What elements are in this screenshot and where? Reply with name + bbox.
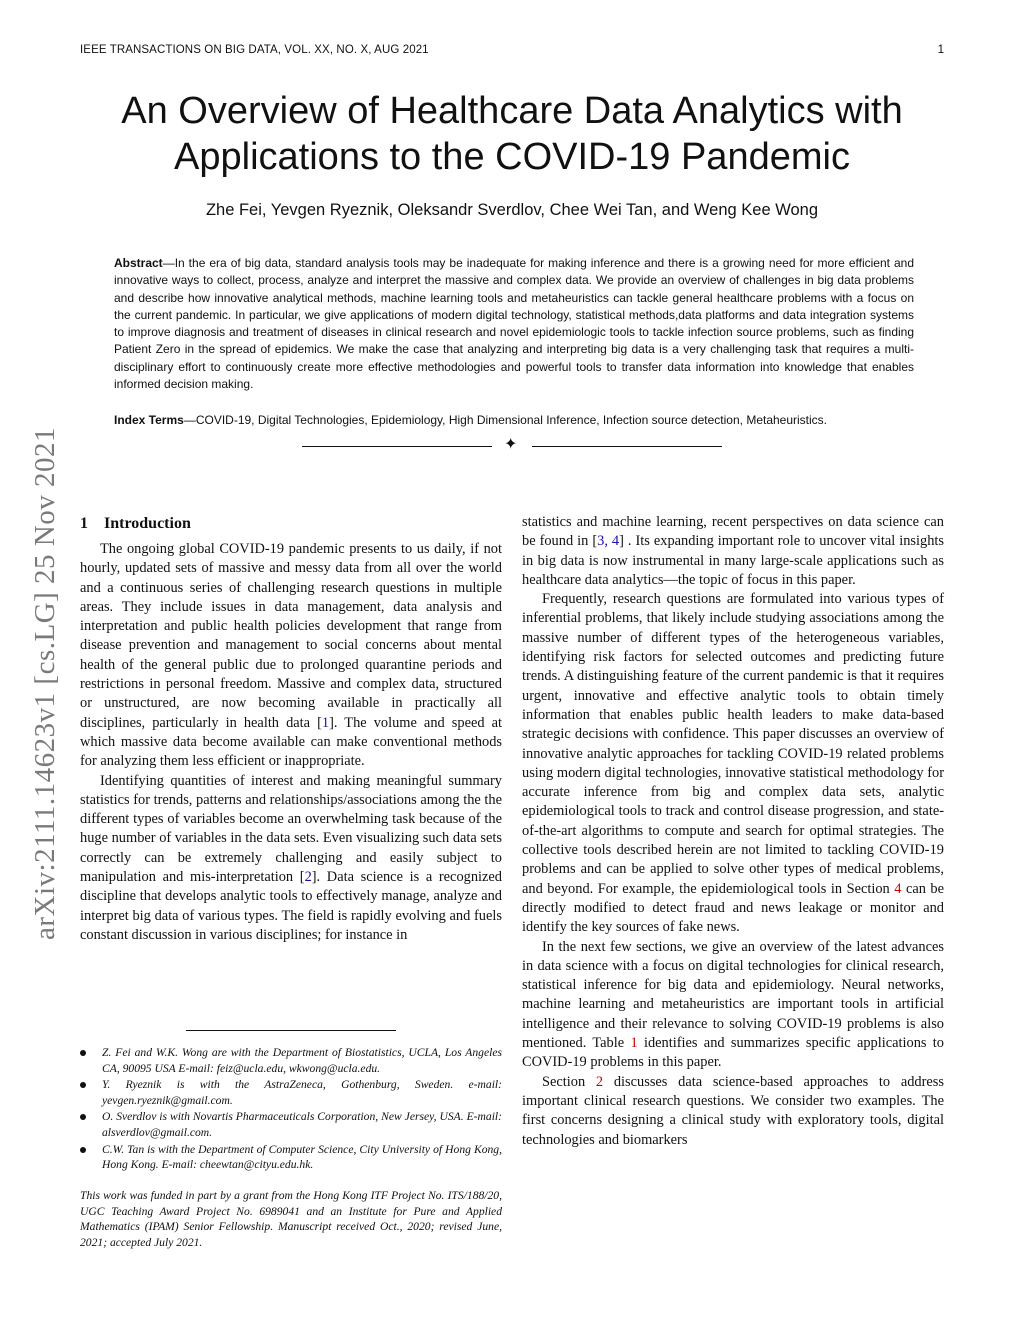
footnote-text: Y. Ryeznik is with the AstraZeneca, Gothenburg, Sweden. e-mail: yevgen.ryeznik@gmail.com.	[102, 1078, 502, 1107]
footnote-rule	[186, 1030, 396, 1031]
bullet-icon	[80, 1114, 86, 1120]
paragraph-text: Section	[542, 1073, 596, 1090]
intro-paragraph-4	[522, 590, 944, 937]
paragraph-text: statistics and machine learning, recent perspectives on data science can be found in [	[522, 514, 944, 550]
intro-paragraph-5	[522, 938, 944, 1073]
citation-link[interactable]: 1	[321, 714, 330, 731]
footnote-item	[80, 1045, 502, 1076]
arxiv-identifier-stamp[interactable]: arXiv:2111.14623v1 [cs.LG] 25 Nov 2021	[29, 426, 61, 940]
intro-paragraph-3	[522, 513, 944, 590]
paragraph-text: discusses data science-based approaches to address important clinical research questions. We consider two examples. The first concerns designing a clinical study with exploratory tools, digital technologies and biomarkers	[522, 1073, 945, 1148]
paragraph-text: ]. Data science is a recognized discipline that develops analytic tools to effectively manage, analyze and interpret big data of various types. The field is rapidly evolving and fuels constant discussion in various disciplines; for instance in	[80, 869, 503, 943]
section-heading	[80, 513, 502, 535]
section-number: 1	[80, 515, 88, 532]
paragraph-text: The ongoing global COVID-19 pandemic presents to us daily, if not hourly, updated sets of massive and messy data from all over the world and a continuous series of challenging research questions in multiple areas. They include issues in data management, data analysis and interpretation and public health policies development that range from disease prevention and management to social concerns about mental health of the general public due to prolonged quarantine periods and restrictions in personal freedom. Massive and complex data, structured or unstructured, are now becoming available in practically all disciplines, particularly in health data [	[80, 541, 502, 731]
affiliation-footnotes	[80, 1045, 502, 1174]
paragraph-text: Frequently, research questions are formulated into various types of inferential problems, that likely include studying associations among the massive number of different types of the heterogeneous variables, identifying risk factors for selected outcomes and predicting future trends. A distinguishing feature of the current pandemic is that it requires urgent, innovative and effective analytic tools to obtain timely information that enables public health leaders to make data-based strategic decisions with confidence. This paper discusses an overview of innovative analytic approaches for tackling COVID-19 related problems using modern digital technologies, innovative statistical methodology for accurate inference from big and complex data sets, analytic epidemiological tools to track and control disease progression, and state-of-the-art algorithms to compute and search for optimal strategies. The collective tools described herein are not limited to tackling COVID-19 problems and can be applied to solve other types of medical problems, and beyond. For example, the epidemiological tools in Section	[522, 591, 944, 897]
paragraph-text: Identifying quantities of interest and making meaningful summary statistics for trends, patterns and relationships/associations among the the different types of variables become an overwhelming task because of the huge number of variables in the data sets. Even visualizing such data sets correctly can be extremely challenging and easily subject to manipulation and mis-interpretation [	[80, 772, 502, 886]
bullet-icon	[80, 1050, 86, 1056]
index-terms	[114, 412, 914, 429]
paragraph-text: In the next few sections, we give an overview of the latest advances in data science with a focus on digital technologies for clinical research, statistical inference for big data and epidemiology. Neural networks, machine learning and metaheuristics are important tools in artificial intelligence and their relevance to solving COVID-19 problems is also mentioned. Table	[522, 938, 944, 1052]
abstract-label: Abstract	[114, 256, 163, 270]
paragraph-text: can be directly modified to detect fraud and news leakage or monitor and identify the key sources of fake news.	[522, 880, 944, 936]
bullet-icon	[80, 1082, 86, 1088]
citation-link[interactable]: 3, 4	[597, 533, 620, 550]
footnote-item	[80, 1142, 502, 1173]
footnote-item	[80, 1077, 502, 1108]
bullet-icon	[80, 1147, 86, 1153]
abstract-text: —In the era of big data, standard analysis tools may be inadequate for making inference and there is a growing need for more efficient and innovative ways to collect, process, analyze and interpret the massive and complex data. We provide an overview of challenges in big data problems and describe how innovative analytical methods, machine learning tools and metaheuristics can tackle general healthcare problems with a focus on the current pandemic. In particular, we give applications of modern digital technology, statistical methods,data platforms and data integration systems to improve diagnosis and treatment of diseases in clinical research and novel epidemiologic tools to tackle infection source problems, such as finding Patient Zero in the spread of epidemics. We make the case that analyzing and interpreting big data is a very challenging task that requires a multi-disciplinary effort to continuously create more effective methodologies and powerful tools to transfer data information into knowledge that enables informed decision making.	[114, 256, 914, 392]
section-link[interactable]: 2	[595, 1073, 604, 1090]
separator-rule-right	[532, 446, 722, 447]
index-terms-label: Index Terms	[114, 413, 184, 427]
intro-paragraph-1	[80, 540, 502, 772]
left-column	[80, 513, 502, 945]
table-link[interactable]: 1	[630, 1035, 638, 1052]
paragraph-text: ] . Its expanding important role to uncover vital insights in big data is now instrumental in many large-scale applications such as healthcare data analytics—the topic of focus in this paper.	[522, 533, 944, 588]
footnote-text: C.W. Tan is with the Department of Computer Science, City University of Hong Kong, Hong Kong. E-mail: cheewtan@cityu.edu.hk.	[102, 1142, 502, 1172]
separator-rule-left	[302, 446, 492, 447]
section-link[interactable]: 4	[894, 880, 902, 897]
abstract	[114, 255, 914, 393]
title-line-2: Applications to the COVID-19 Pandemic	[174, 136, 850, 178]
author-list: Zhe Fei, Yevgen Ryeznik, Oleksandr Sverdlov, Chee Wei Tan, and Weng Kee Wong	[205, 201, 819, 219]
intro-paragraph-6	[522, 1073, 944, 1150]
index-terms-text: —COVID-19, Digital Technologies, Epidemiology, High Dimensional Inference, Infection source detection, Metaheuristics.	[183, 413, 828, 427]
funding-note: This work was funded in part by a grant from the Hong Kong ITF Project No. ITS/188/20, UGC Teaching Award Project No. 6989041 and an Institute for Pure and Applied Mathematics (IPAM) Senior Fellowship. Manuscript received Oct., 2020; revised June, 2021; accepted July 2021.	[80, 1189, 502, 1249]
page-number: 1	[937, 44, 944, 56]
paragraph-text: ]. The volume and speed at which massive data become available can make conventional methods for analyzing them less efficient or inappropriate.	[80, 714, 502, 770]
footnote-text: O. Sverdlov is with Novartis Pharmaceuticals Corporation, New Jersey, USA. E-mail: alsverdlov@gmail.com.	[102, 1110, 502, 1139]
intro-paragraph-2	[80, 772, 502, 946]
separator-diamond-icon: ✦	[504, 436, 518, 453]
paper-title	[60, 88, 964, 180]
title-line-1: An Overview of Healthcare Data Analytics with	[121, 90, 903, 132]
footnote-item	[80, 1109, 502, 1140]
citation-link[interactable]: 2	[304, 869, 312, 886]
section-title: Introduction	[104, 515, 191, 532]
paragraph-text: identifies and summarizes specific applications to COVID-19 problems in this paper.	[522, 1035, 944, 1071]
right-column	[522, 513, 944, 1150]
footnote-text: Z. Fei and W.K. Wong are with the Department of Biostatistics, UCLA, Los Angeles CA, 90095 USA E-mail: feiz@ucla.edu, wkwong@ucla.edu.	[102, 1046, 502, 1075]
running-header: IEEE TRANSACTIONS ON BIG DATA, VOL. XX, NO. X, AUG 2021	[80, 44, 429, 56]
